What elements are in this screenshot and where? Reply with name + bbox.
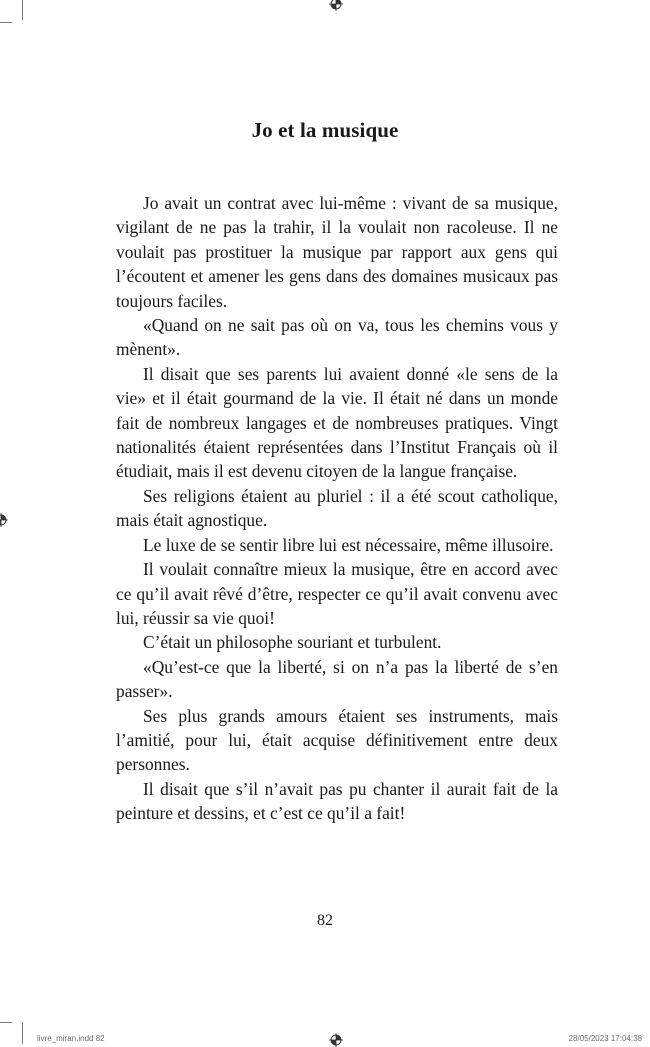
crop-mark-bottom-left-horizontal — [0, 1022, 12, 1023]
crop-mark-bottom-left — [22, 1022, 23, 1044]
registration-target-icon — [0, 513, 8, 527]
crop-mark-top-left — [22, 0, 23, 20]
paragraph: Il disait que ses parents lui avaient donné «le sens de la vie» et il était gourmand de la vie. Il était né dans un monde fait de nombreux langages et de nombreuses pratiques. Vingt nationalités étaient représentées dans l’Institut Français où il étudiait, mais il est devenu citoyen de la langue française. — [116, 363, 558, 482]
paragraph: Ses plus grands amours étaient ses instruments, mais l’amitié, pour lui, était acquise définitivement entre deux personnes. — [116, 705, 558, 775]
paragraph: Il voulait connaître mieux la musique, être en accord avec ce qu’il avait rêvé d’être, respecter ce qu’il avait convenu avec lui, réussir sa vie quoi! — [116, 559, 558, 628]
registration-target-icon — [329, 0, 343, 11]
page-number: 82 — [317, 912, 333, 929]
crop-mark-top-left-horizontal — [0, 22, 12, 23]
paragraph: Il disait que s’il n’avait pas pu chanter il aurait fait de la peinture et dessins, et c’est ce qu’il a fait! — [116, 778, 558, 824]
chapter-title: Jo et la musique — [251, 118, 399, 142]
paragraph: Jo avait un contrat avec lui-même : vivant de sa musique, vigilant de ne pas la trahir, il la voulait non racoleuse. Il ne voulait pas prostituer la musique par rapport aux gens qui l’écoutent et amener les gens dans des domaines musicaux pas toujours faciles. — [116, 193, 558, 311]
body-text — [116, 191, 558, 826]
registration-target-icon — [329, 1033, 343, 1047]
paragraph: C’était un philosophe souriant et turbulent. — [143, 632, 442, 653]
paragraph: «Qu’est-ce que la liberté, si on n’a pas la liberté de s’en passer». — [116, 656, 558, 702]
paragraph: Le luxe de se sentir libre lui est nécessaire, même illusoire. — [143, 534, 554, 555]
slug-filename: livre_miran.indd 82 — [37, 1034, 105, 1043]
paragraph: Ses religions étaient au pluriel : il a été scout catholique, mais était agnostique. — [116, 485, 558, 531]
slug-timestamp: 28/05/2023 17:04:38 — [568, 1034, 642, 1043]
paragraph: «Quand on ne sait pas où on va, tous les chemins vous y mènent». — [116, 315, 558, 360]
